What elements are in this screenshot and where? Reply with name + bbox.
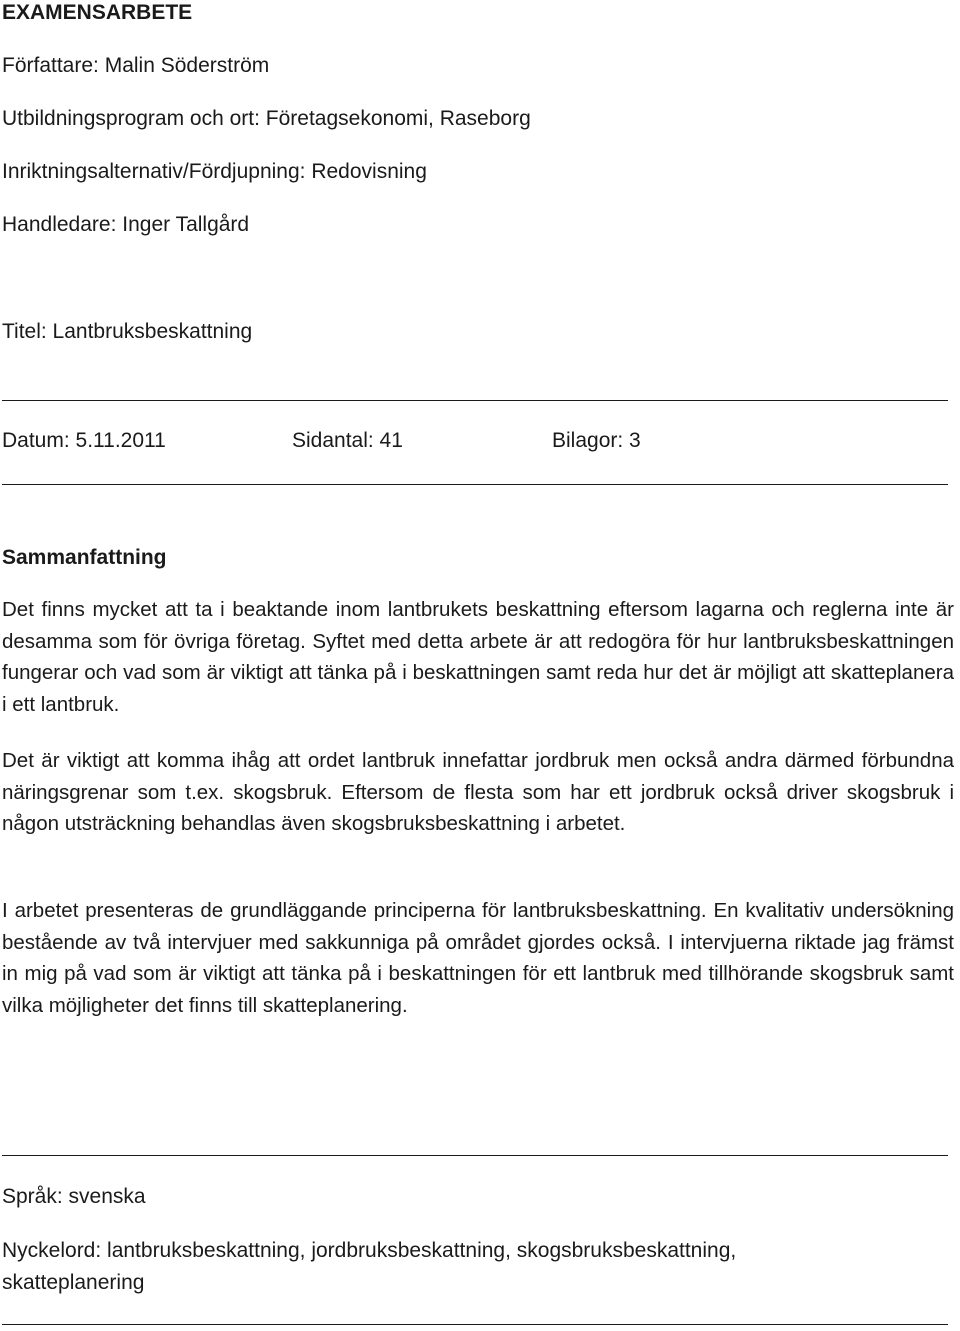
- program-line: Utbildningsprogram och ort: Företagsekonomi, Raseborg: [2, 107, 531, 130]
- language-line: Språk: svenska: [2, 1185, 146, 1208]
- divider-bottom: [2, 1155, 948, 1156]
- author-line: Författare: Malin Söderström: [2, 54, 270, 77]
- document-type-heading: EXAMENSARBETE: [2, 1, 193, 24]
- thesis-title-line: Titel: Lantbruksbeskattning: [2, 320, 253, 343]
- summary-paragraph-1: Det finns mycket att ta i beaktande inom lantbrukets beskattning eftersom lagarna och reglerna inte är desamma som för övriga företag. Syftet med detta arbete är att redogöra för hur lantbruksbeskattningen fungerar och vad som är viktigt att tänka på i beskattningen samt reda hur det är möjligt att skatteplanera i ett lantbruk.: [2, 598, 954, 716]
- summary-heading: Sammanfattning: [2, 546, 167, 569]
- summary-paragraph-3: I arbetet presenteras de grundläggande principerna för lantbruksbeskattning. En kvalitativ undersökning bestående av två intervjuer med sakkunniga på området gjordes också. I intervjuerna riktade jag främst in mig på vad som är viktigt att tänka på i beskattningen för ett lantbruk med tillhörande skogsbruk samt vilka möjligheter det finns till skatteplanering.: [2, 899, 954, 1017]
- specialization-line: Inriktningsalternativ/Fördjupning: Redovisning: [2, 160, 427, 183]
- divider-top: [2, 400, 948, 401]
- keywords-line-continued: skatteplanering: [2, 1271, 145, 1294]
- summary-paragraph-2: Det är viktigt att komma ihåg att ordet lantbruk innefattar jordbruk men också andra därmed förbundna näringsgrenar som t.ex. skogsbruk. Eftersom de flesta som har ett jordbruk också driver skogsbruk i någon utsträckning behandlas även skogsbruksbeskattning i arbetet.: [2, 749, 954, 835]
- divider-meta: [2, 484, 948, 485]
- keywords-line: Nyckelord: lantbruksbeskattning, jordbruksbeskattning, skogsbruksbeskattning,: [2, 1239, 737, 1262]
- divider-footer: [2, 1324, 948, 1325]
- page-count-field: Sidantal: 41: [292, 429, 403, 452]
- appendix-count-field: Bilagor: 3: [552, 429, 641, 452]
- date-field: Datum: 5.11.2011: [2, 429, 166, 452]
- supervisor-line: Handledare: Inger Tallgård: [2, 213, 250, 236]
